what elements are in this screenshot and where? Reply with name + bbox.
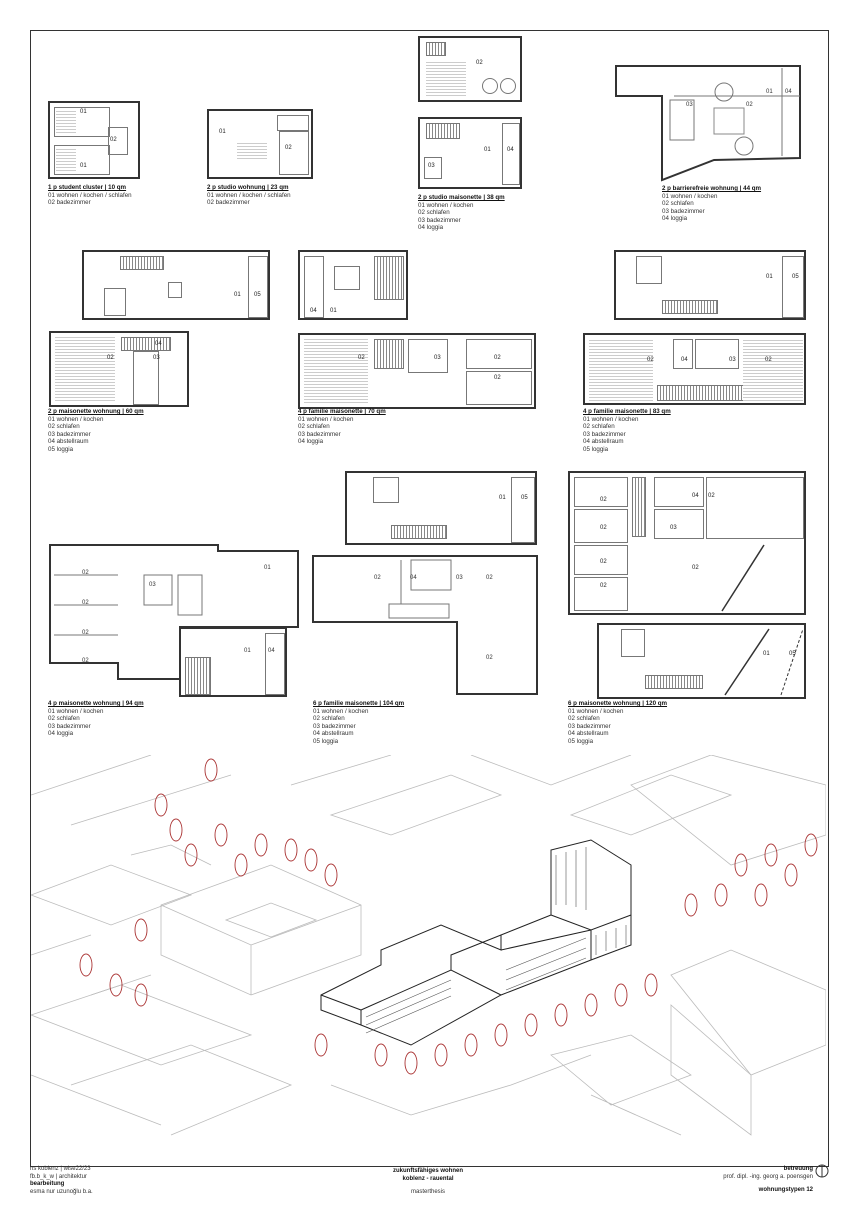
room-label: 01	[264, 565, 271, 571]
room-label: 02	[708, 493, 715, 499]
room-label: 02	[494, 375, 501, 381]
unit-item: 03 badezimmer	[313, 722, 356, 730]
unit-item: 01 wohnen / kochen	[568, 707, 624, 715]
unit-item: 02 schlafen	[48, 423, 80, 431]
unit-item: 01 wohnen / kochen	[298, 415, 354, 423]
room-label: 03	[434, 355, 441, 361]
unit-item: 04 loggia	[48, 730, 74, 738]
room-label: 05	[521, 495, 528, 501]
plan-4p-maisonette-83-upper	[614, 250, 806, 320]
plan-studio-maisonette-upper	[418, 36, 522, 102]
caption-4p-maisonette-94	[48, 700, 178, 738]
plan-6p-maisonette-120-lower	[597, 623, 806, 699]
plan-2p-maisonette-upper	[82, 250, 270, 320]
room-label: 01	[330, 308, 337, 314]
room-label: 02	[647, 357, 654, 363]
footer-department: fb.b_k_w | architektur	[30, 1173, 87, 1180]
room-label: 02	[746, 102, 753, 108]
caption-4p-maisonette-70	[298, 408, 428, 446]
room-label: 03	[729, 357, 736, 363]
unit-title: 6 p familie maisonette | 104 qm	[313, 700, 405, 707]
unit-item: 01 wohnen / kochen / schlafen	[48, 191, 132, 199]
unit-item: 05 loggia	[313, 737, 339, 745]
unit-item: 01 wohnen / kochen / schlafen	[207, 191, 291, 199]
unit-item: 01 wohnen / kochen	[313, 707, 369, 715]
room-label: 04	[268, 648, 275, 654]
plan-4p-maisonette-94-lower	[179, 627, 287, 697]
room-label: 01	[80, 109, 87, 115]
room-label: 03	[670, 525, 677, 531]
unit-item: 02 schlafen	[662, 200, 694, 208]
unit-item: 04 loggia	[298, 438, 324, 446]
room-label: 02	[486, 575, 493, 581]
sheet-title: wohnungstypen 12	[758, 1187, 813, 1193]
footer-left	[30, 1166, 93, 1196]
unit-item: 04 abstellraum	[313, 730, 354, 738]
unit-item: 04 abstellraum	[568, 730, 609, 738]
room-label: 02	[600, 525, 607, 531]
room-label: 02	[82, 600, 89, 606]
caption-barrierefreie-wohnung	[662, 185, 792, 223]
unit-item: 03 badezimmer	[583, 430, 626, 438]
unit-item: 01 wohnen / kochen	[662, 192, 718, 200]
room-label: 02	[82, 658, 89, 664]
plan-barrierefreie-wohnung	[614, 64, 804, 182]
plan-student-cluster	[48, 101, 140, 179]
room-label: 03	[428, 163, 435, 169]
unit-item: 04 abstellraum	[48, 438, 89, 446]
room-label: 02	[600, 583, 607, 589]
room-label: 03	[686, 102, 693, 108]
unit-title: 4 p maisonette wohnung | 94 qm	[48, 700, 144, 707]
unit-item: 02 schlafen	[298, 423, 330, 431]
unit-item: 02 schlafen	[583, 423, 615, 431]
room-label: 01	[766, 274, 773, 280]
unit-item: 03 badezimmer	[662, 207, 705, 215]
unit-item: 01 wohnen / kochen	[418, 201, 474, 209]
footer-supervisor: prof. dipl. -ing. georg a. poensgen	[723, 1173, 813, 1180]
unit-title: 1 p student cluster | 10 qm	[48, 184, 127, 191]
room-label: 04	[507, 147, 514, 153]
plan-4p-maisonette-70-lower	[298, 333, 536, 409]
unit-item: 03 badezimmer	[418, 216, 461, 224]
unit-item: 04 loggia	[662, 215, 688, 223]
plan-6p-maisonette-104-lower	[311, 554, 539, 696]
room-label: 04	[155, 341, 162, 347]
room-label: 01	[244, 648, 251, 654]
unit-title: 2 p studio wohnung | 23 qm	[207, 184, 289, 191]
plan-2p-maisonette-lower	[49, 331, 189, 407]
footer-right	[723, 1166, 813, 1195]
unit-title: 2 p maisonette wohnung | 60 qm	[48, 408, 144, 415]
room-label: 02	[82, 630, 89, 636]
room-label: 04	[681, 357, 688, 363]
room-label: 02	[82, 570, 89, 576]
unit-title: 4 p familie maisonette | 70 qm	[298, 408, 386, 415]
unit-item: 04 abstellraum	[583, 438, 624, 446]
unit-item: 02 badezimmer	[207, 199, 250, 207]
unit-item: 05 loggia	[583, 445, 609, 453]
plan-6p-maisonette-104-upper	[345, 471, 537, 545]
unit-item: 03 badezimmer	[48, 722, 91, 730]
unit-title: 6 p maisonette wohnung | 120 qm	[568, 700, 668, 707]
unit-item: 03 badezimmer	[568, 722, 611, 730]
unit-title: 4 p familie maisonette | 83 qm	[583, 408, 671, 415]
room-label: 02	[692, 565, 699, 571]
room-label: 05	[789, 651, 796, 657]
room-label: 03	[149, 582, 156, 588]
unit-item: 03 badezimmer	[298, 430, 341, 438]
plan-4p-maisonette-70-upper	[298, 250, 408, 320]
unit-item: 02 schlafen	[418, 209, 450, 217]
room-label: 02	[765, 357, 772, 363]
room-label: 02	[358, 355, 365, 361]
room-label: 05	[792, 274, 799, 280]
plan-6p-maisonette-120-upper	[568, 471, 806, 615]
unit-item: 02 schlafen	[48, 715, 80, 723]
room-label: 01	[234, 292, 241, 298]
room-label: 04	[310, 308, 317, 314]
room-label: 04	[692, 493, 699, 499]
room-label: 01	[763, 651, 770, 657]
unit-item: 02 schlafen	[568, 715, 600, 723]
unit-item: 04 loggia	[418, 224, 444, 232]
unit-item: 02 badezimmer	[48, 199, 91, 207]
north-arrow-icon	[815, 1164, 829, 1178]
caption-studio-maisonette	[418, 194, 548, 232]
room-label: 02	[476, 60, 483, 66]
room-label: 01	[484, 147, 491, 153]
room-label: 03	[153, 355, 160, 361]
plan-4p-maisonette-83-lower	[583, 333, 806, 405]
room-label: 02	[285, 145, 292, 151]
room-label: 01	[499, 495, 506, 501]
unit-item: 01 wohnen / kochen	[583, 415, 639, 423]
plan-studio-wohnung	[207, 109, 313, 179]
footer-author: esma nur uzunoğlu b.a.	[30, 1188, 93, 1195]
footer-bearbeitung-label: bearbeitung	[30, 1181, 65, 1187]
footer-center	[348, 1168, 508, 1197]
footer-university: hs koblenz | wise22/23	[30, 1166, 91, 1172]
project-location: koblenz - rauental	[402, 1175, 454, 1182]
unit-item: 01 wohnen / kochen	[48, 415, 104, 423]
plan-studio-maisonette-lower	[418, 117, 522, 189]
project-title: zukunftsfähiges wohnen	[392, 1168, 463, 1174]
caption-studio-wohnung	[207, 184, 327, 207]
caption-2p-maisonette	[48, 408, 178, 454]
aerial-axonometric-view	[31, 755, 826, 1150]
room-label: 02	[600, 559, 607, 565]
room-label: 05	[254, 292, 261, 298]
unit-title: 2 p barrierefreie wohnung | 44 qm	[662, 185, 762, 192]
caption-student-cluster	[48, 184, 168, 207]
unit-item: 01 wohnen / kochen	[48, 707, 104, 715]
room-label: 02	[486, 655, 493, 661]
room-label: 04	[785, 89, 792, 95]
room-label: 01	[219, 129, 226, 135]
room-label: 04	[410, 575, 417, 581]
caption-6p-maisonette-104	[313, 700, 443, 746]
room-label: 01	[80, 163, 87, 169]
room-label: 02	[107, 355, 114, 361]
room-label: 02	[110, 137, 117, 143]
unit-item: 05 loggia	[48, 445, 74, 453]
unit-item: 05 loggia	[568, 737, 594, 745]
room-label: 01	[766, 89, 773, 95]
room-label: 02	[374, 575, 381, 581]
unit-item: 03 badezimmer	[48, 430, 91, 438]
caption-4p-maisonette-83	[583, 408, 713, 454]
room-label: 02	[494, 355, 501, 361]
footer-betreuung-label: betreuung	[783, 1166, 813, 1172]
room-label: 02	[600, 497, 607, 503]
project-type: masterthesis	[410, 1189, 445, 1195]
unit-item: 02 schlafen	[313, 715, 345, 723]
caption-6p-maisonette-120	[568, 700, 698, 746]
room-label: 03	[456, 575, 463, 581]
unit-title: 2 p studio maisonette | 38 qm	[418, 194, 505, 201]
